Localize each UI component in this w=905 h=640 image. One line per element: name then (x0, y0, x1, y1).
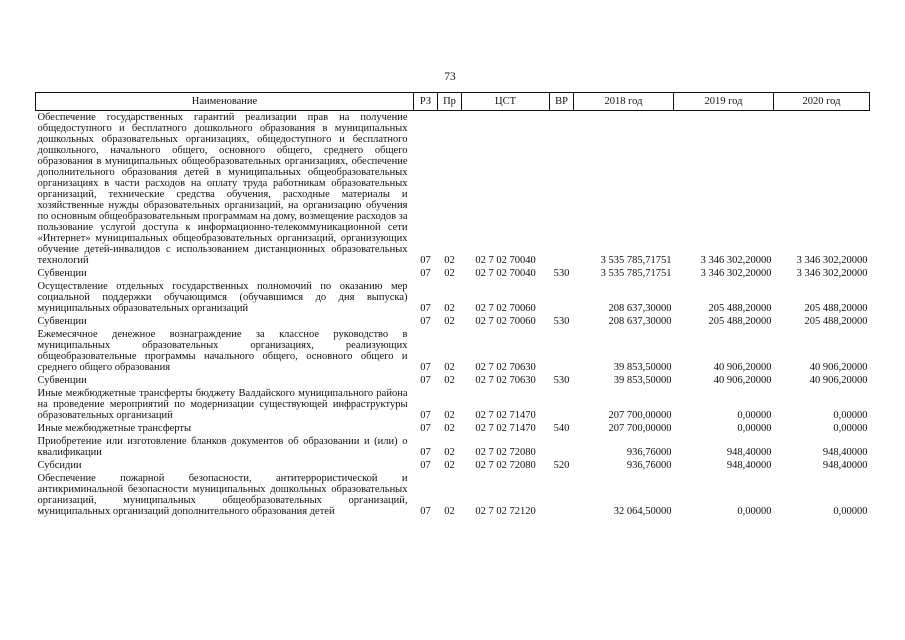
row-cst: 02 7 02 70060 (475, 303, 536, 314)
row-pr: 02 (444, 375, 455, 386)
row-name: Субвенции (37, 375, 87, 386)
row-rz: 07 (420, 268, 431, 279)
row-2020: 205 488,20000 (804, 316, 868, 327)
row-cst: 02 7 02 72120 (475, 506, 536, 517)
row-2019: 0,00000 (737, 423, 772, 434)
table-row (36, 315, 870, 328)
row-vr (550, 472, 574, 518)
row-2020: 948,40000 (822, 447, 868, 458)
header-2019: 2019 год (674, 93, 774, 111)
row-rz: 07 (420, 506, 431, 517)
row-pr: 02 (444, 506, 455, 517)
row-2018: 207 700,00000 (608, 410, 672, 421)
table-body (36, 111, 870, 519)
row-vr (550, 280, 574, 315)
row-rz: 07 (420, 362, 431, 373)
row-2018: 208 637,30000 (608, 316, 672, 327)
row-vr (550, 435, 574, 459)
row-name: Субвенции (37, 268, 87, 279)
row-2018: 936,76000 (626, 460, 672, 471)
row-name: Субвенции (37, 316, 87, 327)
table-row (36, 111, 870, 268)
row-2019: 948,40000 (726, 460, 772, 471)
row-name: Осуществление отдельных государственных полномочий по оказанию мер социальной поддержки обучающимся (обучавшимся до дня выпуска) муниципальных образовательных организаций (37, 281, 408, 314)
row-pr: 02 (444, 255, 455, 266)
row-rz: 07 (420, 423, 431, 434)
header-rz: РЗ (414, 93, 438, 111)
row-2020: 205 488,20000 (804, 303, 868, 314)
row-2019: 205 488,20000 (708, 316, 772, 327)
row-name: Иные межбюджетные трансферты (37, 423, 192, 434)
row-rz: 07 (420, 255, 431, 266)
row-2019: 3 346 302,20000 (700, 255, 772, 266)
row-2018: 936,76000 (626, 447, 672, 458)
row-cst: 02 7 02 70630 (475, 362, 536, 373)
row-cst: 02 7 02 70630 (475, 375, 536, 386)
row-2020: 0,00000 (833, 410, 868, 421)
row-name: Обеспечение государственных гарантий реализации прав на получение общедоступного и бесплатного дошкольного образования в муниципальных дошкольных образовательных организациях, общедоступного и бесплатного дошкольного, начального общего, основного общего, среднего общего образования в муниципальных общеобразовательных организациях, обеспечение дополнительного образования детей в муниципальных общеобразовательных организациях в части расходов на оплату труда работникам образовательных организаций, технические средства обучения, расходные материалы и хозяйственные нужды образовательных организаций, на организацию обучения по основным общеобразовательным программам на дому, возмещение расходов за пользование услугой доступа к информационно-телекоммуникационной сети «Интернет» муниципальных общеобразовательных организаций, организующих обучение детей-инвалидов с использованием дистанционных образовательных технологий (37, 112, 408, 266)
row-2019: 3 346 302,20000 (700, 268, 772, 279)
row-2019: 0,00000 (737, 410, 772, 421)
header-2018: 2018 год (574, 93, 674, 111)
row-vr (550, 328, 574, 374)
row-rz: 07 (420, 460, 431, 471)
header-name: Наименование (36, 93, 414, 111)
row-vr: 530 (553, 316, 570, 327)
table-row (36, 422, 870, 435)
row-vr (550, 387, 574, 422)
row-2018: 39 853,50000 (613, 375, 672, 386)
row-2019: 948,40000 (726, 447, 772, 458)
header-pr: Пр (438, 93, 462, 111)
table-row (36, 435, 870, 459)
row-2020: 40 906,20000 (809, 375, 868, 386)
row-2020: 0,00000 (833, 423, 868, 434)
row-2018: 3 535 785,71751 (600, 255, 672, 266)
row-2020: 3 346 302,20000 (796, 268, 868, 279)
row-vr: 520 (553, 460, 570, 471)
row-rz: 07 (420, 303, 431, 314)
row-2019: 40 906,20000 (713, 362, 772, 373)
row-2018: 208 637,30000 (608, 303, 672, 314)
row-pr: 02 (444, 423, 455, 434)
table-header (36, 93, 870, 111)
row-name: Обеспечение пожарной безопасности, антитеррористической и антикриминальной безопасности муниципальных дошкольных образовательных организаций, муниципальных общеобразовательных организаций, муниципальных организаций дополнительного образования детей (37, 473, 408, 517)
table-row (36, 472, 870, 518)
row-2019: 205 488,20000 (708, 303, 772, 314)
table-row (36, 267, 870, 280)
row-cst: 02 7 02 70040 (475, 255, 536, 266)
row-cst: 02 7 02 71470 (475, 423, 536, 434)
row-2018: 39 853,50000 (613, 362, 672, 373)
row-2019: 40 906,20000 (713, 375, 772, 386)
row-pr: 02 (444, 410, 455, 421)
row-pr: 02 (444, 447, 455, 458)
row-2018: 32 064,50000 (613, 506, 672, 517)
header-2020: 2020 год (774, 93, 870, 111)
row-cst: 02 7 02 71470 (475, 410, 536, 421)
budget-table (35, 92, 870, 518)
row-cst: 02 7 02 72080 (475, 460, 536, 471)
header-vr: ВР (550, 93, 574, 111)
row-2018: 3 535 785,71751 (600, 268, 672, 279)
row-name: Приобретение или изготовление бланков документов об образовании и (или) о квалификации (37, 436, 408, 458)
row-pr: 02 (444, 362, 455, 373)
row-rz: 07 (420, 447, 431, 458)
table-row (36, 387, 870, 422)
row-cst: 02 7 02 70040 (475, 268, 536, 279)
row-pr: 02 (444, 460, 455, 471)
row-rz: 07 (420, 316, 431, 327)
row-pr: 02 (444, 316, 455, 327)
row-rz: 07 (420, 410, 431, 421)
row-rz: 07 (420, 375, 431, 386)
row-pr: 02 (444, 303, 455, 314)
row-cst: 02 7 02 72080 (475, 447, 536, 458)
row-vr: 530 (553, 375, 570, 386)
row-2020: 3 346 302,20000 (796, 255, 868, 266)
table-row (36, 328, 870, 374)
row-2020: 0,00000 (833, 506, 868, 517)
page-number: 73 (444, 71, 456, 83)
row-2019: 0,00000 (737, 506, 772, 517)
row-vr (550, 111, 574, 268)
row-vr: 540 (553, 423, 570, 434)
row-vr: 530 (553, 268, 570, 279)
row-cst: 02 7 02 70060 (475, 316, 536, 327)
header-row (36, 93, 870, 111)
row-2020: 40 906,20000 (809, 362, 868, 373)
header-cst: ЦСТ (462, 93, 550, 111)
row-name: Иные межбюджетные трансферты бюджету Валдайского муниципального района на проведение мероприятий по модернизации существующей инфраструктуры образовательных организаций (37, 388, 408, 421)
table-row (36, 459, 870, 472)
row-2020: 948,40000 (822, 460, 868, 471)
row-pr: 02 (444, 268, 455, 279)
table-row (36, 280, 870, 315)
row-name: Субсидии (37, 460, 82, 471)
row-name: Ежемесячное денежное вознаграждение за классное руководство в муниципальных образовательных организациях, реализующих общеобразовательные программы начального общего, основного общего и среднего общего образования (37, 329, 408, 373)
table-row (36, 374, 870, 387)
row-2018: 207 700,00000 (608, 423, 672, 434)
